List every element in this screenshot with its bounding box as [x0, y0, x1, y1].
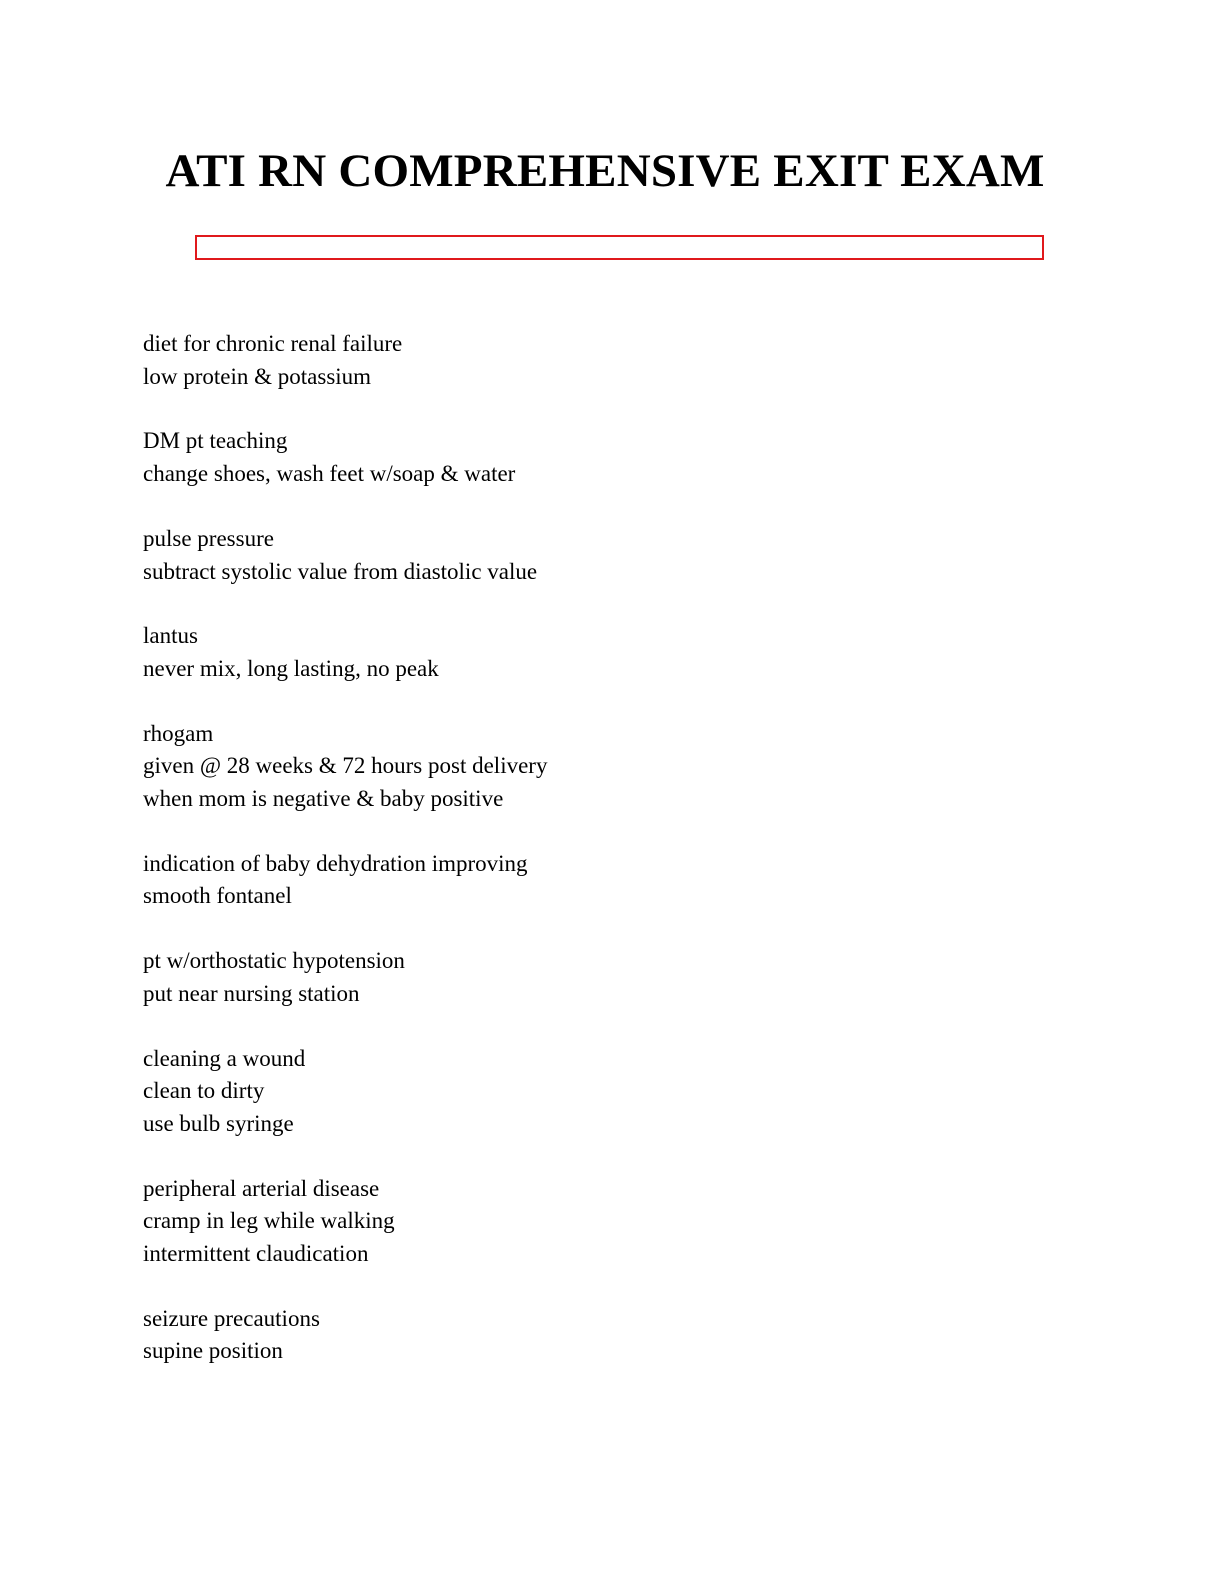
- note-topic: rhogam: [143, 720, 214, 746]
- note-answer: clean to dirty: [143, 1078, 265, 1104]
- redaction-box: [195, 235, 1044, 260]
- note-entry: [143, 945, 1043, 1010]
- note-answer: intermittent claudication: [143, 1241, 369, 1267]
- note-entry: [143, 425, 1043, 490]
- note-answer: put near nursing station: [143, 980, 360, 1006]
- note-answer: when mom is negative & baby positive: [143, 786, 504, 812]
- note-topic: peripheral arterial disease: [143, 1175, 380, 1201]
- note-entry: [143, 848, 1043, 913]
- note-topic: indication of baby dehydration improving: [143, 850, 528, 876]
- note-topic: DM pt teaching: [143, 428, 288, 454]
- note-entry: [143, 328, 1043, 393]
- note-topic: seizure precautions: [143, 1305, 320, 1331]
- clipped-text-remnant: [197, 257, 1042, 260]
- note-topic: pulse pressure: [143, 525, 274, 551]
- note-entry: [143, 523, 1043, 588]
- note-entry: [143, 718, 1043, 816]
- note-answer: smooth fontanel: [143, 883, 292, 909]
- note-answer: supine position: [143, 1338, 283, 1364]
- note-entry: [143, 1043, 1043, 1141]
- note-answer: low protein & potassium: [143, 363, 372, 389]
- note-topic: cleaning a wound: [143, 1045, 306, 1071]
- notes-list: [143, 328, 1043, 1400]
- note-entry: [143, 620, 1043, 685]
- note-entry: [143, 1173, 1043, 1271]
- note-topic: lantus: [143, 623, 198, 649]
- note-answer: subtract systolic value from diastolic value: [143, 558, 538, 584]
- note-entry: [143, 1303, 1043, 1368]
- note-answer: cramp in leg while walking: [143, 1208, 395, 1234]
- note-answer: never mix, long lasting, no peak: [143, 655, 439, 681]
- note-topic: pt w/orthostatic hypotension: [143, 948, 405, 974]
- page-title: ATI RN COMPREHENSIVE EXIT EXAM: [165, 145, 1045, 197]
- note-answer: change shoes, wash feet w/soap & water: [143, 461, 516, 487]
- note-answer: use bulb syringe: [143, 1110, 294, 1136]
- note-topic: diet for chronic renal failure: [143, 331, 403, 356]
- note-answer: given @ 28 weeks & 72 hours post delivery: [143, 753, 548, 779]
